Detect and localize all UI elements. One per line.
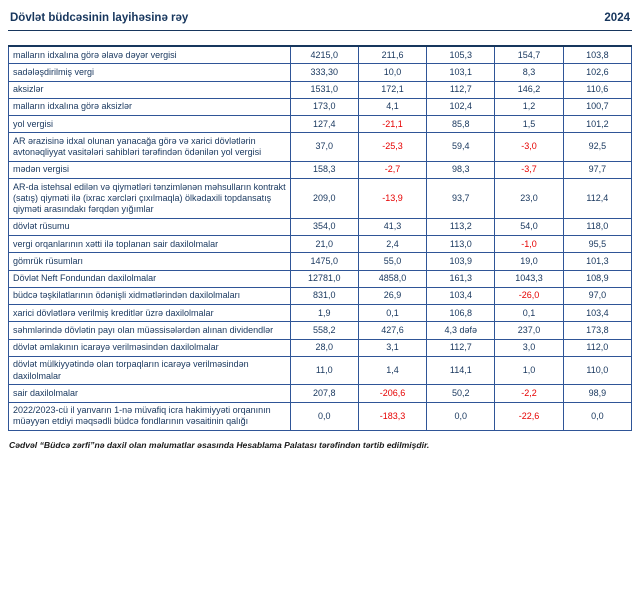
row-value: 4215,0 (290, 46, 358, 64)
row-label: AR-da istehsal edilən və qiymətləri tənzimlənən məhsulların kontrakt (satış) qiyməti ilə (ixrac xərcləri çıxılmaqla) ölkədaxili topdansatış qiyməti arasındakı fərqdən yığımlar (9, 179, 291, 219)
table-row (9, 133, 632, 162)
row-label: dövlət mülkiyyətində olan torpaqların icarəyə verilməsindən daxilolmalar (9, 356, 291, 385)
row-label: yol vergisi (9, 116, 291, 133)
row-value: 103,4 (427, 287, 495, 304)
row-value: 26,9 (358, 287, 426, 304)
row-label: aksizlər (9, 81, 291, 98)
row-label: sair daxilolmalar (9, 385, 291, 402)
row-label: malların idxalına görə aksizlər (9, 98, 291, 115)
row-label: sadələşdirilmiş vergi (9, 64, 291, 81)
page-title: Dövlət büdcəsinin layihəsinə rəy (10, 12, 189, 24)
row-value: 110,6 (563, 81, 631, 98)
row-value: 12781,0 (290, 270, 358, 287)
row-label: AR ərazisinə idxal olunan yanacağa görə və xarici dövlətlərin avtonəqliyyat vasitələri sahibləri tərəfindən ödənilən yol vergisi (9, 133, 291, 162)
table-row (9, 270, 632, 287)
row-value: 0,0 (427, 402, 495, 431)
row-value: 97,7 (563, 161, 631, 178)
row-value: 23,0 (495, 179, 563, 219)
row-value: -22,6 (495, 402, 563, 431)
row-value: 103,4 (563, 305, 631, 322)
row-value: 108,9 (563, 270, 631, 287)
row-value: 4,1 (358, 98, 426, 115)
row-value: 100,7 (563, 98, 631, 115)
row-value: 1475,0 (290, 253, 358, 270)
row-value: -183,3 (358, 402, 426, 431)
table-row (9, 322, 632, 339)
row-value: 427,6 (358, 322, 426, 339)
table-row (9, 305, 632, 322)
row-value: 101,2 (563, 116, 631, 133)
row-value: 154,7 (495, 46, 563, 64)
row-value: 28,0 (290, 339, 358, 356)
row-value: 146,2 (495, 81, 563, 98)
row-value: -206,6 (358, 385, 426, 402)
table-row (9, 356, 632, 385)
row-value: 1,5 (495, 116, 563, 133)
row-value: -3,0 (495, 133, 563, 162)
table-row (9, 287, 632, 304)
row-value: -2,7 (358, 161, 426, 178)
table-row (9, 253, 632, 270)
row-value: 113,2 (427, 218, 495, 235)
row-value: 54,0 (495, 218, 563, 235)
row-value: 2,4 (358, 236, 426, 253)
document-header (8, 10, 632, 30)
row-value: 3,1 (358, 339, 426, 356)
row-value: 110,0 (563, 356, 631, 385)
footer-note: Cədvəl “Büdcə zərfi”nə daxil olan məlumatlar əsasında Hesablama Palatası tərəfindən tərtib edilmişdir. (9, 440, 430, 450)
row-value: 102,4 (427, 98, 495, 115)
row-value: 113,0 (427, 236, 495, 253)
row-value: -26,0 (495, 287, 563, 304)
table-row (9, 402, 632, 431)
row-value: 172,1 (358, 81, 426, 98)
row-value: 211,6 (358, 46, 426, 64)
row-value: 8,3 (495, 64, 563, 81)
row-value: 10,0 (358, 64, 426, 81)
row-value: 1043,3 (495, 270, 563, 287)
row-value: 0,1 (358, 305, 426, 322)
row-value: 21,0 (290, 236, 358, 253)
row-value: 112,7 (427, 339, 495, 356)
table-row (9, 218, 632, 235)
row-value: -13,9 (358, 179, 426, 219)
row-value: 55,0 (358, 253, 426, 270)
row-value: 1531,0 (290, 81, 358, 98)
row-label: malların idxalına görə əlavə dəyər vergisi (9, 46, 291, 64)
row-label: büdcə təşkilatlarının ödənişli xidmətlərindən daxilolmaları (9, 287, 291, 304)
header-divider (8, 30, 632, 31)
budget-table-body (9, 46, 632, 431)
row-value: 237,0 (495, 322, 563, 339)
row-value: 112,0 (563, 339, 631, 356)
row-value: 1,4 (358, 356, 426, 385)
page-year: 2024 (604, 12, 630, 24)
row-value: 103,1 (427, 64, 495, 81)
table-row (9, 161, 632, 178)
row-value: 98,3 (427, 161, 495, 178)
row-label: 2022/2023-cü il yanvarın 1-nə müvafiq icra hakimiyyəti orqanının müəyyən etdiyi məqsədli büdcə fondlarının vəsaitinin qalığı (9, 402, 291, 431)
table-row (9, 46, 632, 64)
row-value: 103,8 (563, 46, 631, 64)
row-value: 98,9 (563, 385, 631, 402)
row-label: vergi orqanlarının xətti ilə toplanan sair daxilolmalar (9, 236, 291, 253)
table-row (9, 385, 632, 402)
row-value: 0,0 (563, 402, 631, 431)
row-label: dövlət rüsumu (9, 218, 291, 235)
row-value: 3,0 (495, 339, 563, 356)
table-row (9, 116, 632, 133)
row-value: 831,0 (290, 287, 358, 304)
row-value: 106,8 (427, 305, 495, 322)
row-value: 0,0 (290, 402, 358, 431)
table-row (9, 236, 632, 253)
row-value: -1,0 (495, 236, 563, 253)
row-label: dövlət əmlakının icarəyə verilməsindən daxilolmalar (9, 339, 291, 356)
row-value: 112,7 (427, 81, 495, 98)
row-value: 103,9 (427, 253, 495, 270)
row-value: -3,7 (495, 161, 563, 178)
row-value: 114,1 (427, 356, 495, 385)
row-value: 1,0 (495, 356, 563, 385)
row-value: 37,0 (290, 133, 358, 162)
table-row (9, 64, 632, 81)
row-value: 93,7 (427, 179, 495, 219)
row-value: 333,30 (290, 64, 358, 81)
table-row (9, 81, 632, 98)
row-value: 102,6 (563, 64, 631, 81)
row-label: xarici dövlətlərə verilmiş kreditlər üzrə daxilolmalar (9, 305, 291, 322)
row-value: 11,0 (290, 356, 358, 385)
row-value: 97,0 (563, 287, 631, 304)
row-label: gömrük rüsumları (9, 253, 291, 270)
row-value: 4858,0 (358, 270, 426, 287)
row-value: -2,2 (495, 385, 563, 402)
row-value: 173,0 (290, 98, 358, 115)
row-value: 4,3 dəfə (427, 322, 495, 339)
row-label: Dövlət Neft Fondundan daxilolmalar (9, 270, 291, 287)
row-value: 19,0 (495, 253, 563, 270)
table-row (9, 98, 632, 115)
row-value: 173,8 (563, 322, 631, 339)
row-value: 127,4 (290, 116, 358, 133)
row-value: 558,2 (290, 322, 358, 339)
table-row (9, 339, 632, 356)
row-value: 354,0 (290, 218, 358, 235)
row-value: 85,8 (427, 116, 495, 133)
row-label: səhmlərində dövlətin payı olan müəssisələrdən alınan dividendlər (9, 322, 291, 339)
row-value: 112,4 (563, 179, 631, 219)
row-value: 209,0 (290, 179, 358, 219)
row-value: 118,0 (563, 218, 631, 235)
row-value: 41,3 (358, 218, 426, 235)
row-label: mədən vergisi (9, 161, 291, 178)
row-value: 1,9 (290, 305, 358, 322)
row-value: -21,1 (358, 116, 426, 133)
row-value: 0,1 (495, 305, 563, 322)
row-value: 158,3 (290, 161, 358, 178)
row-value: 207,8 (290, 385, 358, 402)
table-row (9, 179, 632, 219)
row-value: -25,3 (358, 133, 426, 162)
budget-table (8, 45, 632, 431)
row-value: 95,5 (563, 236, 631, 253)
row-value: 101,3 (563, 253, 631, 270)
row-value: 92,5 (563, 133, 631, 162)
row-value: 50,2 (427, 385, 495, 402)
row-value: 59,4 (427, 133, 495, 162)
row-value: 1,2 (495, 98, 563, 115)
row-value: 161,3 (427, 270, 495, 287)
row-value: 105,3 (427, 46, 495, 64)
